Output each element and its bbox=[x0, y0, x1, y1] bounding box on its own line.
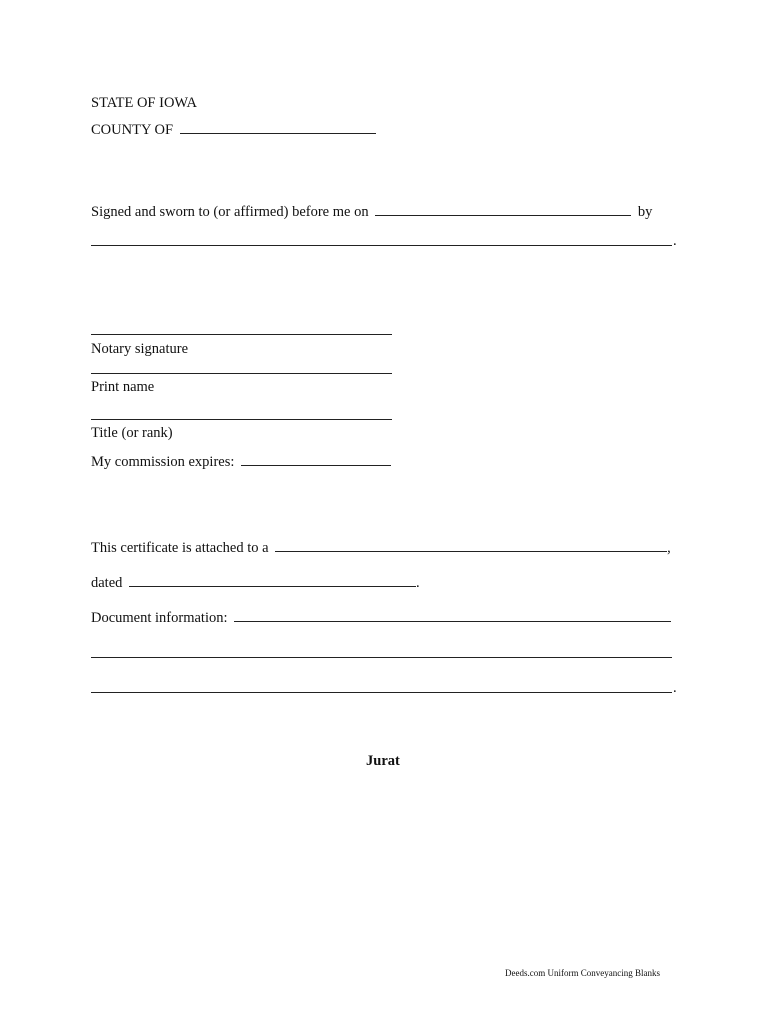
print-name-blank[interactable] bbox=[91, 373, 392, 374]
sworn-name-blank[interactable] bbox=[91, 245, 672, 246]
sworn-text: Signed and sworn to (or affirmed) before me on bbox=[91, 204, 369, 220]
doc-info-blank[interactable] bbox=[234, 608, 671, 622]
county-line bbox=[91, 120, 376, 139]
dated-period: . bbox=[416, 575, 420, 591]
footer-credit: Deeds.com Uniform Conveyancing Blanks bbox=[505, 968, 660, 978]
dated-label: dated bbox=[91, 575, 123, 591]
attached-label: This certificate is attached to a bbox=[91, 540, 269, 556]
commission-line bbox=[91, 452, 391, 471]
title-rank-blank[interactable] bbox=[91, 419, 392, 420]
attached-comma: , bbox=[667, 540, 671, 556]
jurat-title: Jurat bbox=[366, 753, 400, 769]
county-blank[interactable] bbox=[180, 120, 376, 134]
attached-blank[interactable] bbox=[275, 538, 667, 552]
doc-info-label: Document information: bbox=[91, 610, 228, 626]
sworn-period: . bbox=[673, 233, 677, 249]
print-name-label: Print name bbox=[91, 379, 155, 395]
attached-line bbox=[91, 538, 671, 557]
county-label: COUNTY OF bbox=[91, 122, 174, 138]
doc-info-line bbox=[91, 608, 671, 627]
notary-signature-label: Notary signature bbox=[91, 341, 189, 357]
sworn-by: by bbox=[637, 204, 653, 220]
dated-line bbox=[91, 573, 420, 592]
state-heading: STATE OF IOWA bbox=[91, 95, 197, 111]
doc-info-period: . bbox=[673, 680, 677, 696]
sworn-line bbox=[91, 202, 652, 221]
title-rank-label: Title (or rank) bbox=[91, 425, 173, 441]
sworn-date-blank[interactable] bbox=[375, 202, 631, 216]
commission-blank[interactable] bbox=[241, 452, 391, 466]
dated-blank[interactable] bbox=[129, 573, 416, 587]
doc-info-blank-2[interactable] bbox=[91, 657, 672, 658]
doc-info-blank-3[interactable] bbox=[91, 692, 672, 693]
notary-signature-blank[interactable] bbox=[91, 334, 392, 335]
commission-label: My commission expires: bbox=[91, 454, 235, 470]
